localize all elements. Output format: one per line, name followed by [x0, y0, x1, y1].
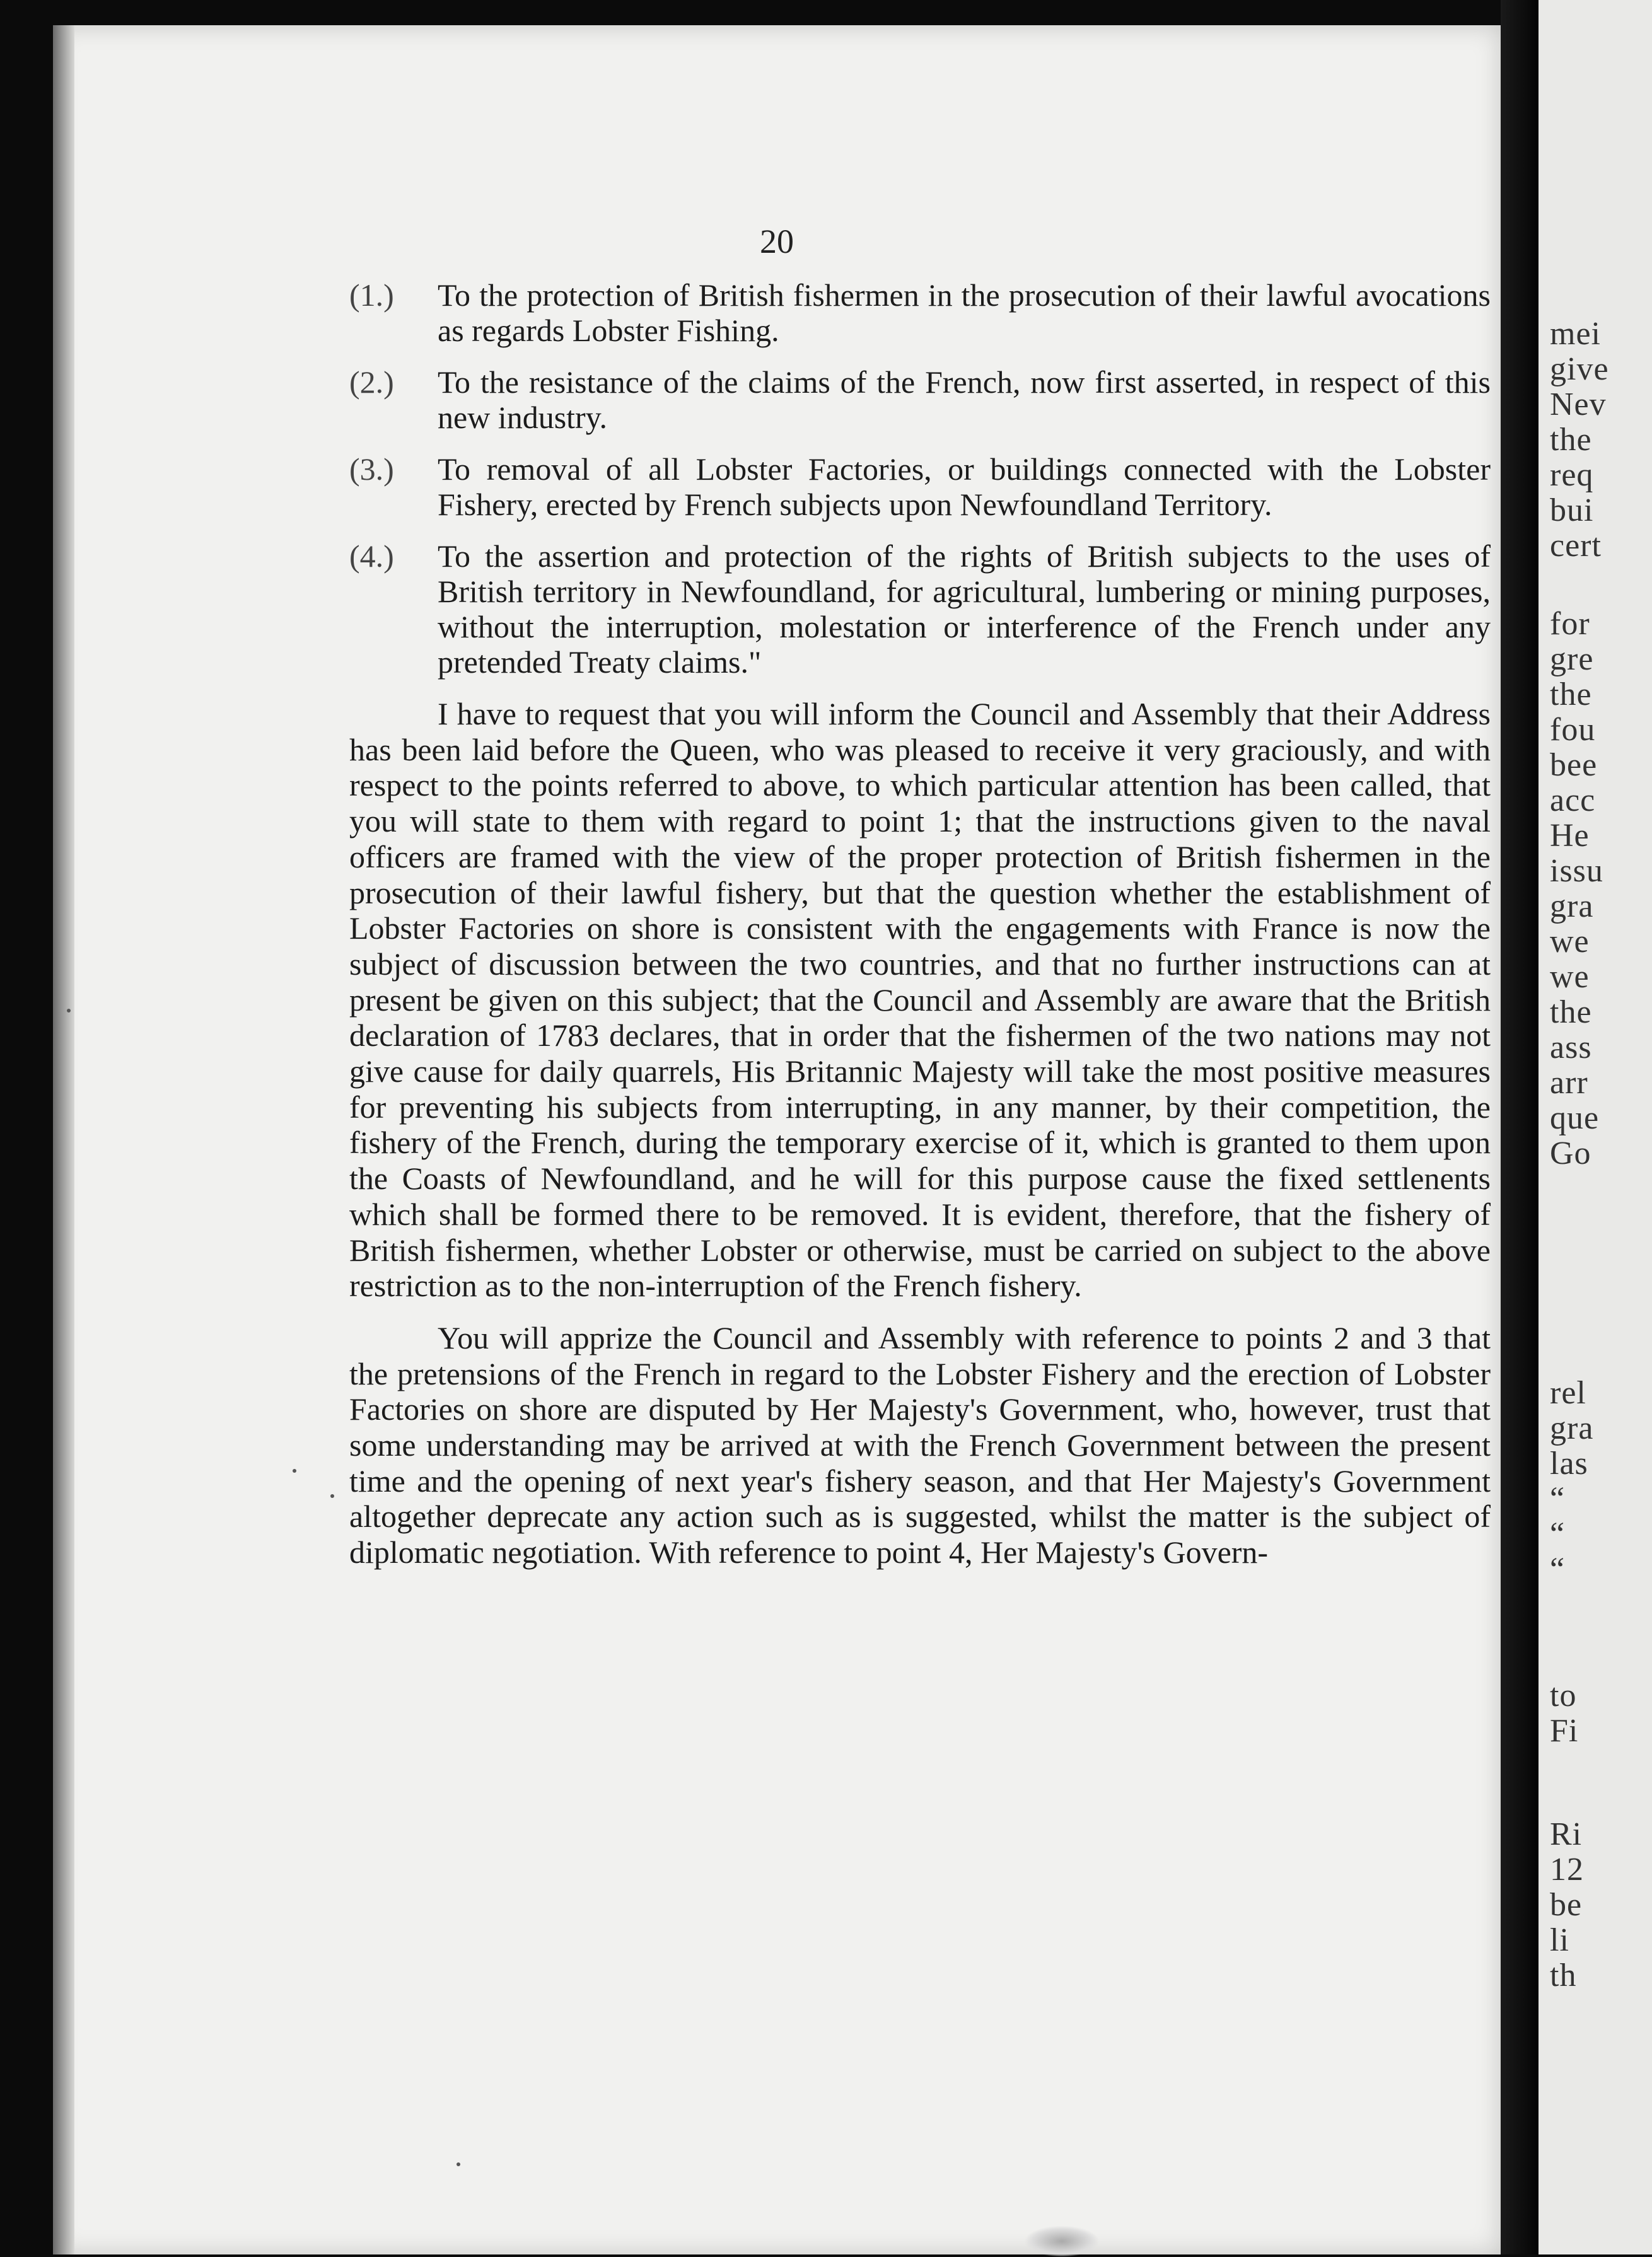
- adjacent-page-fragment: Go: [1550, 1135, 1591, 1171]
- adjacent-page-fragment: the: [1550, 422, 1592, 458]
- adjacent-page-fragment: 12: [1550, 1852, 1584, 1888]
- paper-speck: [457, 2162, 460, 2166]
- adjacent-page-fragment: “: [1550, 1552, 1566, 1587]
- adjacent-page-edge: [1539, 0, 1652, 2254]
- adjacent-page-fragment: be: [1550, 1887, 1583, 1923]
- adjacent-page-fragment: gre: [1550, 641, 1594, 677]
- adjacent-page-fragment: mei: [1550, 316, 1601, 352]
- book-gutter: [1501, 0, 1539, 2254]
- adjacent-page-fragment: gra: [1550, 1410, 1594, 1446]
- adjacent-page-fragment: th: [1550, 1958, 1577, 1993]
- adjacent-page-fragment: que: [1550, 1100, 1600, 1136]
- page-number: 20: [760, 223, 794, 260]
- item-number: (4.): [349, 538, 394, 574]
- adjacent-page-fragment: cert: [1550, 528, 1602, 564]
- document-page: [53, 25, 1501, 2254]
- paper-speck: [67, 1009, 71, 1012]
- adjacent-page-fragment: Ri: [1550, 1816, 1583, 1852]
- item-number: (3.): [349, 451, 394, 487]
- adjacent-page-fragment: “: [1550, 1516, 1566, 1552]
- adjacent-page-fragment: issu: [1550, 853, 1603, 889]
- adjacent-page-fragment: li: [1550, 1922, 1569, 1958]
- adjacent-page-fragment: we: [1550, 924, 1590, 960]
- adjacent-page-fragment: acc: [1550, 782, 1596, 818]
- list-item: [349, 364, 1491, 435]
- adjacent-page-fragment: Nev: [1550, 386, 1607, 422]
- adjacent-page-fragment: bui: [1550, 492, 1594, 528]
- item-text: To the protection of British fishermen in the prosecution of their lawful avocations as regards Lobster Fishing.: [438, 277, 1491, 348]
- adjacent-page-fragment: to: [1550, 1678, 1577, 1714]
- item-text: To removal of all Lobster Factories, or buildings connected with the Lobster Fishery, erected by French subjects upon Newfoundland Territory.: [438, 451, 1491, 522]
- adjacent-page-fragment: rel: [1550, 1375, 1586, 1411]
- adjacent-page-fragment: the: [1550, 676, 1592, 712]
- item-text: To the assertion and protection of the rights of British subjects to the uses of British territory in Newfoundland, for agricultural, lumbering or mining purposes, without the interruption, molestation or interference of the French under any pretended Treaty claims.": [438, 538, 1491, 680]
- adjacent-page-fragment: req: [1550, 457, 1594, 493]
- adjacent-page-fragment: “: [1550, 1481, 1566, 1517]
- adjacent-page-fragment: the: [1550, 994, 1592, 1030]
- paper-smudge: [1024, 2225, 1100, 2257]
- body-paragraph: You will apprize the Council and Assembly with reference to points 2 and 3 that the pretensions of the French in regard to the Lobster Fishery and the erection of Lobster Factories on shore are disputed by Her Majesty's Government, who, however, trust that some understanding may be arrived at with the French Government between the present time and the opening of next year's fishery season, and that Her Majesty's Government altogether deprecate any action such as is suggested, whilst the matter is the subject of diplomatic negotiation. With reference to point 4, Her Majesty's Govern-: [349, 1320, 1491, 1570]
- list-item: [349, 451, 1491, 522]
- adjacent-page-fragment: arr: [1550, 1065, 1588, 1101]
- adjacent-page-fragment: ass: [1550, 1030, 1592, 1065]
- adjacent-page-fragment: fou: [1550, 712, 1596, 748]
- item-number: (1.): [349, 277, 394, 313]
- item-text: To the resistance of the claims of the French, now first asserted, in respect of this new industry.: [438, 364, 1491, 435]
- paper-speck: [330, 1494, 334, 1498]
- adjacent-page-fragment: bee: [1550, 747, 1598, 783]
- adjacent-page-fragment: las: [1550, 1446, 1588, 1482]
- page-content: [349, 277, 1491, 1570]
- adjacent-page-fragment: for: [1550, 606, 1590, 642]
- list-item: [349, 538, 1491, 680]
- item-number: (2.): [349, 364, 394, 400]
- adjacent-page-fragment: give: [1550, 351, 1609, 387]
- list-item: [349, 277, 1491, 348]
- paper-speck: [293, 1469, 296, 1473]
- adjacent-page-fragment: He: [1550, 818, 1590, 854]
- adjacent-page-fragment: Fi: [1550, 1713, 1579, 1749]
- body-paragraph: I have to request that you will inform the Council and Assembly that their Address has been laid before the Queen, who was pleased to receive it very graciously, and with respect to the points referred to above, to which particular attention has been called, that you will state to them with regard to point 1; that the instructions given to the naval officers are framed with the view of the proper protection of British fishermen in the prosecution of their lawful fishery, but that the question whether the establishment of Lobster Factories on shore is consistent with the engagements with France is now the subject of discussion between the two countries, and that no further instructions can at present be given on this subject; that the Council and Assembly are aware that the British declaration of 1783 declares, that in order that the fishermen of the two nations may not give cause for daily quarrels, His Britannic Majesty will take the most positive measures for preventing his subjects from interrupting, in any manner, by their competition, the fishery of the French, during the temporary exercise of it, which is granted to them upon the Coasts of Newfoundland, and he will for this purpose cause the fixed settlenents which shall be formed there to be removed. It is evident, therefore, that the fishery of British fishermen, whether Lobster or otherwise, must be carried on subject to the above restriction as to the non-interruption of the French fishery.: [349, 696, 1491, 1304]
- adjacent-page-fragment: gra: [1550, 888, 1594, 924]
- adjacent-page-fragment: we: [1550, 959, 1590, 995]
